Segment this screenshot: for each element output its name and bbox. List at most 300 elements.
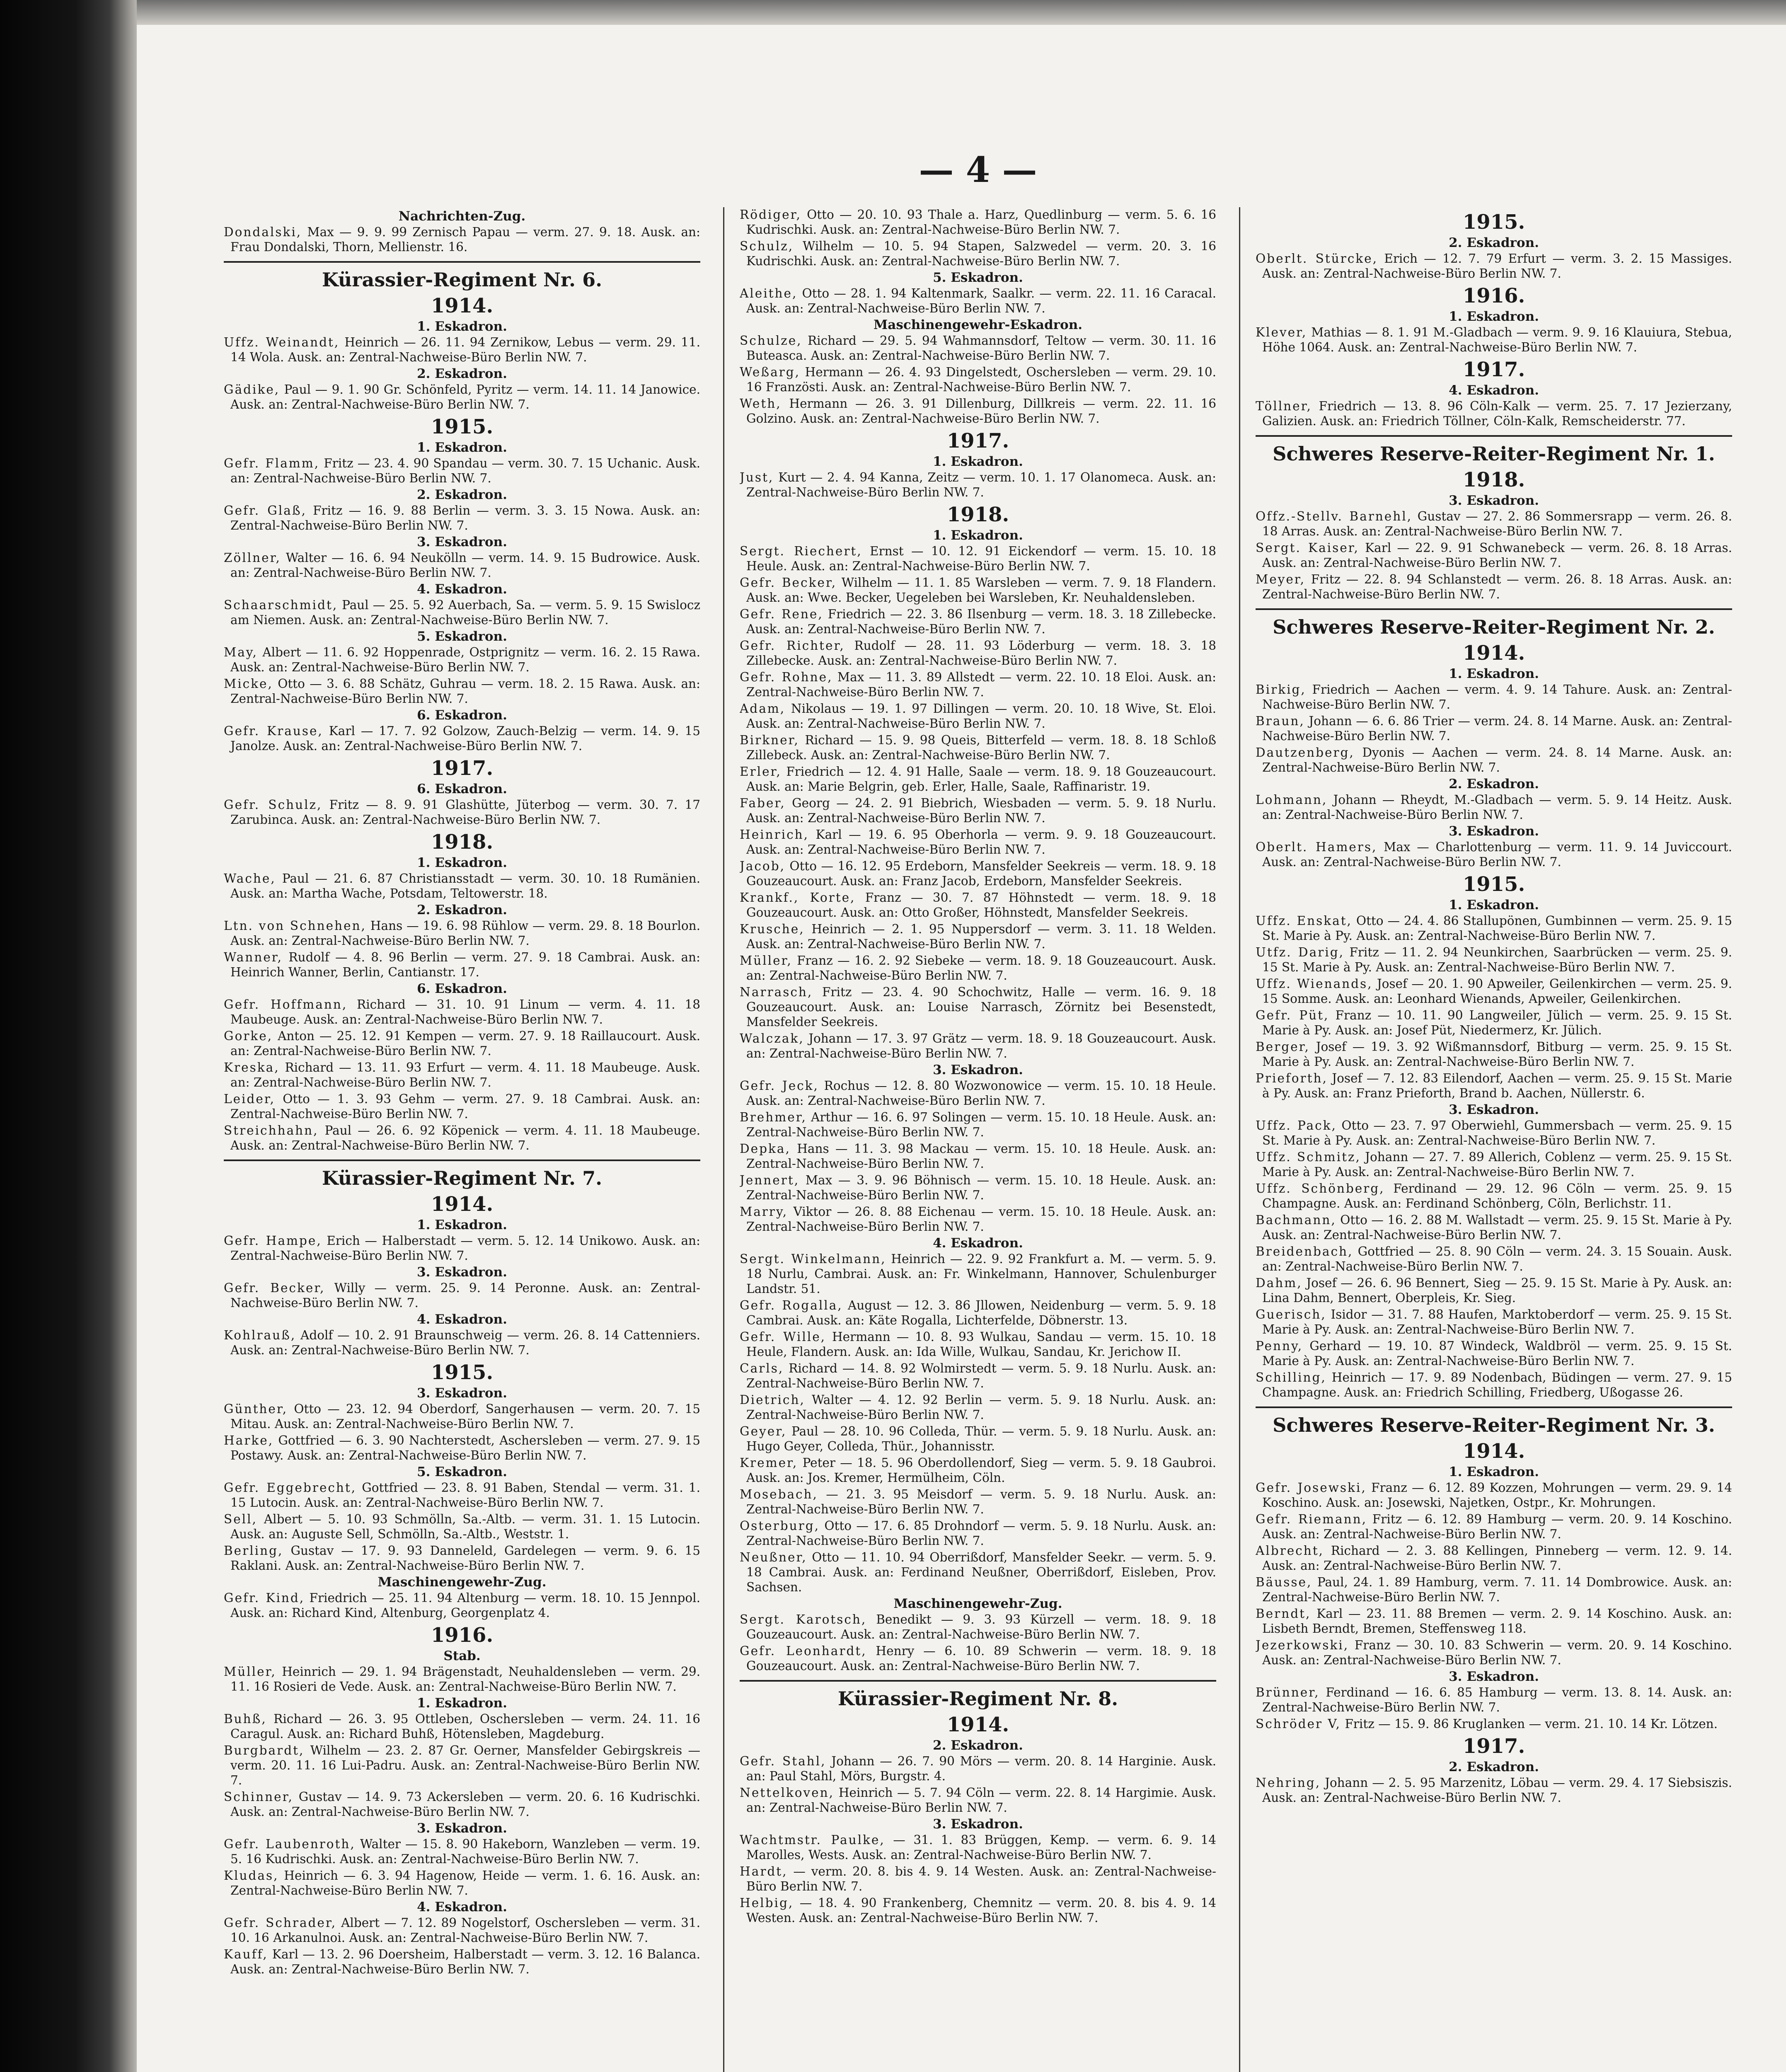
person-name: Gefr. Schrader, bbox=[224, 1916, 337, 1930]
entry-details: Josef — 26. 6. 96 Bennert, Sieg — 25. 9. 15 St. Marie à Py. Ausk. an: Lina Dahm, Bennert, Oberpleis, Kr. Sieg. bbox=[1262, 1276, 1732, 1305]
casualty-entry bbox=[740, 764, 1216, 794]
casualty-entry bbox=[1256, 1008, 1732, 1038]
unit-heading: 3. Eskadron. bbox=[1449, 824, 1539, 839]
unit-heading: 1. Eskadron. bbox=[417, 1218, 507, 1232]
casualty-entry bbox=[1256, 1370, 1732, 1400]
casualty-entry bbox=[740, 575, 1216, 605]
person-name: Schaarschmidt, bbox=[224, 598, 338, 612]
person-name: Günther, bbox=[224, 1402, 288, 1416]
entry-details: Otto — 16. 12. 95 Erdeborn, Mansfelder Seekreis — verm. 18. 9. 18 Gouzeaucourt. Ausk. an: Franz Jacob, Erdeborn, Mansfelder Seekreis. bbox=[746, 859, 1216, 888]
entry-details: Fritz — 23. 4. 90 Schochwitz, Halle — verm. 16. 9. 18 Gouzeaucourt. Ausk. an: Louise Narrasch, Zörnitz bei Besenstedt, Mansfelder Seekreis. bbox=[746, 985, 1216, 1029]
unit-heading: Maschinengewehr-Zug. bbox=[378, 1575, 547, 1590]
year-heading: 1915. bbox=[431, 415, 494, 438]
casualty-entry bbox=[1256, 913, 1732, 943]
person-name: Krusche, bbox=[740, 922, 805, 936]
person-name: Wachtmstr. Paulke, bbox=[740, 1833, 885, 1847]
casualty-entry bbox=[740, 1550, 1216, 1595]
casualty-entry bbox=[740, 1832, 1216, 1862]
unit-heading: 2. Eskadron. bbox=[933, 1738, 1023, 1753]
entry-details: Heinrich — 17. 9. 89 Nodenbach, Büdingen — verm. 27. 9. 15 Champagne. Ausk. an: Friedrich Schilling, Friedberg, Ußogasse 26. bbox=[1262, 1370, 1732, 1399]
casualty-entry bbox=[1256, 1213, 1732, 1242]
entry-details: Otto — 24. 4. 86 Stallupönen, Gumbinnen — verm. 25. 9. 15 St. Marie à Py. Ausk. an: Zentral-Nachweise-Büro Berlin NW. 7. bbox=[1262, 914, 1732, 943]
casualty-entry bbox=[224, 1060, 700, 1090]
casualty-entry bbox=[740, 1754, 1216, 1784]
person-name: Erler, bbox=[740, 765, 782, 779]
entry-details: Otto — 23. 7. 97 Oberwiehl, Gummersbach — verm. 25. 9. 15 St. Marie à Py. Ausk. an: Zentral-Nachweise-Büro Berlin NW. 7. bbox=[1262, 1118, 1732, 1147]
unit-heading: 1. Eskadron. bbox=[1449, 898, 1539, 913]
entry-details: Max — Charlottenburg — verm. 11. 9. 14 Juviccourt. Ausk. an: Zentral-Nachweise-Büro Berlin NW. 7. bbox=[1262, 840, 1732, 869]
entry-details: Hans — 11. 3. 98 Mackau — verm. 15. 10. 18 Heule. Ausk. an: Zentral-Nachweise-Büro Berlin NW. 7. bbox=[746, 1142, 1216, 1171]
casualty-entry bbox=[740, 1518, 1216, 1548]
unit-heading: 2. Eskadron. bbox=[1449, 777, 1539, 792]
casualty-entry bbox=[740, 1455, 1216, 1485]
person-name: Guerisch, bbox=[1256, 1307, 1326, 1322]
casualty-entry bbox=[1256, 1181, 1732, 1211]
entry-details: Anton — 25. 12. 91 Kempen — verm. 27. 9. 18 Raillaucourt. Ausk. an: Zentral-Nachweise-Büro Berlin NW. 7. bbox=[230, 1029, 700, 1058]
entry-details: Johann — 26. 7. 90 Mörs — verm. 20. 8. 14 Harginie. Ausk. an: Paul Stahl, Mörs, Burgstr. 4. bbox=[746, 1754, 1216, 1783]
entry-details: Rudolf — 28. 11. 93 Löderburg — verm. 18. 3. 18 Zillebecke. Ausk. an: Zentral-Nachweise-Büro Berlin NW. 7. bbox=[746, 639, 1216, 668]
unit-heading: 1. Eskadron. bbox=[1449, 309, 1539, 324]
entry-details: Josef — 19. 3. 92 Wißmannsdorf, Bitburg — verm. 25. 9. 15 St. Marie à Py. Ausk. an: Zentral-Nachweise-Büro Berlin NW. 7. bbox=[1262, 1040, 1732, 1069]
column-divider bbox=[723, 207, 724, 2072]
casualty-entry bbox=[224, 1837, 700, 1866]
casualty-entry bbox=[224, 1092, 700, 1121]
person-name: Lohmann, bbox=[1256, 793, 1328, 807]
unit-heading: 6. Eskadron. bbox=[417, 981, 507, 996]
entry-details: Otto — 20. 10. 93 Thale a. Harz, Quedlinburg — verm. 5. 6. 16 Kudrischki. Ausk. an: Zentral-Nachweise-Büro Berlin NW. 7. bbox=[746, 208, 1216, 237]
person-name: Schulz, bbox=[740, 239, 794, 253]
unit-heading: 2. Eskadron. bbox=[1449, 235, 1539, 250]
casualty-entry bbox=[740, 1612, 1216, 1642]
person-name: Gefr. Wille, bbox=[740, 1330, 826, 1344]
unit-heading: 1. Eskadron. bbox=[417, 855, 507, 870]
unit-heading: 4. Eskadron. bbox=[933, 1236, 1023, 1251]
person-name: Gefr. Flamm, bbox=[224, 456, 320, 470]
person-name: Uffz. Wienands, bbox=[1256, 977, 1373, 991]
person-name: Weth, bbox=[740, 397, 782, 411]
entry-details: Walter — 16. 6. 94 Neukölln — verm. 14. 9. 15 Budrowice. Ausk. an: Zentral-Nachweise-Büro Berlin NW. 7. bbox=[230, 551, 700, 580]
person-name: Gefr. Laubenroth, bbox=[224, 1837, 356, 1851]
casualty-entry bbox=[740, 985, 1216, 1029]
casualty-entry bbox=[224, 1029, 700, 1058]
person-name: Sergt. Karotsch, bbox=[740, 1612, 867, 1627]
person-name: Adam, bbox=[740, 702, 786, 716]
person-name: Gefr. Rogalla, bbox=[740, 1298, 843, 1312]
entry-details: Gottfried — 25. 8. 90 Cöln — verm. 24. 3. 15 Souain. Ausk. an: Zentral-Nachweise-Büro Berlin NW. 7. bbox=[1262, 1244, 1732, 1273]
entry-details: Friedrich — 12. 4. 91 Halle, Saale — verm. 18. 9. 18 Gouzeaucourt. Ausk. an: Marie Belgrin, geb. Erler, Halle, Saale, Raffinaristr. 19. bbox=[746, 765, 1216, 794]
person-name: Zöllner, bbox=[224, 551, 281, 565]
year-heading: 1918. bbox=[946, 503, 1009, 526]
year-heading: 1914. bbox=[1462, 641, 1525, 665]
page-number: — 4 — bbox=[919, 149, 1037, 190]
person-name: Schulze, bbox=[740, 334, 802, 348]
person-name: Breidenbach, bbox=[1256, 1244, 1353, 1259]
entry-details: Otto — 3. 6. 88 Schätz, Guhrau — verm. 18. 2. 15 Rawa. Ausk. an: Zentral-Nachweise-Büro Berlin NW. 7. bbox=[230, 677, 700, 706]
person-name: Meyer, bbox=[1256, 572, 1306, 586]
entry-details: Richard — 13. 11. 93 Erfurt — verm. 4. 11. 18 Maubeuge. Ausk. an: Zentral-Nachweise-Büro Berlin NW. 7. bbox=[230, 1060, 700, 1089]
casualty-entry bbox=[224, 1233, 700, 1263]
casualty-entry bbox=[224, 335, 700, 365]
entry-details: Karl — 19. 6. 95 Oberhorla — verm. 9. 9. 18 Gouzeaucourt. Ausk. an: Zentral-Nachweise-Büro Berlin NW. 7. bbox=[746, 828, 1216, 857]
casualty-entry bbox=[740, 953, 1216, 983]
casualty-entry bbox=[740, 1110, 1216, 1140]
casualty-entry bbox=[740, 638, 1216, 668]
entry-details: Henry — 6. 10. 89 Schwerin — verm. 18. 9. 18 Gouzeaucourt. Ausk. an: Zentral-Nachweise-Büro Berlin NW. 7. bbox=[746, 1644, 1216, 1673]
person-name: Bäusse, bbox=[1256, 1575, 1312, 1589]
person-name: Klever, bbox=[1256, 325, 1307, 339]
entry-details: Heinrich — 22. 9. 92 Frankfurt a. M. — verm. 5. 9. 18 Nurlu, Cambrai. Ausk. an: Fr. Winkelmann, Hannover, Schulenburger Landstr. 51. bbox=[746, 1252, 1216, 1296]
person-name: Berger, bbox=[1256, 1040, 1310, 1054]
entry-details: Friedrich — 22. 3. 86 Ilsenburg — verm. 18. 3. 18 Zillebecke. Ausk. an: Zentral-Nachweise-Büro Berlin NW. 7. bbox=[746, 607, 1216, 636]
entry-details: Richard — 26. 3. 95 Ottleben, Oschersleben — verm. 24. 11. 16 Caragul. Ausk. an: Richard Buhß, Hötensleben, Magdeburg. bbox=[230, 1712, 700, 1741]
entry-details: — 18. 4. 90 Frankenberg, Chemnitz — verm. 20. 8. bis 4. 9. 14 Westen. Ausk. an: Zentral-Nachweise-Büro Berlin NW. 7. bbox=[746, 1896, 1216, 1925]
person-name: Gorke, bbox=[224, 1029, 273, 1043]
entry-details: Ferdinand — 29. 12. 96 Cöln — verm. 25. 9. 15 Champagne. Ausk. an: Ferdinand Schönberg, Cöln, Berlichstr. 11. bbox=[1262, 1181, 1732, 1210]
casualty-entry bbox=[740, 1031, 1216, 1061]
casualty-entry bbox=[740, 1361, 1216, 1391]
year-heading: 1917. bbox=[1462, 1735, 1525, 1758]
entry-details: Fritz — 15. 9. 86 Kruglanken — verm. 21. 10. 14 Kr. Lötzen. bbox=[1345, 1717, 1718, 1731]
unit-heading: 5. Eskadron. bbox=[933, 270, 1023, 285]
year-heading: 1914. bbox=[431, 1193, 494, 1216]
person-name: Carls, bbox=[740, 1361, 784, 1375]
casualty-entry bbox=[740, 670, 1216, 700]
casualty-entry bbox=[740, 1895, 1216, 1925]
casualty-entry bbox=[224, 1789, 700, 1819]
person-name: Aleithe, bbox=[740, 286, 798, 300]
unit-heading: 3. Eskadron. bbox=[1449, 493, 1539, 508]
casualty-entry bbox=[1256, 325, 1732, 355]
entry-details: Kurt — 2. 4. 94 Kanna, Zeitz — verm. 10. 1. 17 Olanomeca. Ausk. an: Zentral-Nachweise-Büro Berlin NW. 7. bbox=[746, 470, 1216, 499]
person-name: Gefr. Hampe, bbox=[224, 1234, 322, 1248]
entry-details: Heinrich — 2. 1. 95 Nuppersdorf — verm. 3. 11. 18 Welden. Ausk. an: Zentral-Nachweise-Büro Berlin NW. 7. bbox=[746, 922, 1216, 951]
casualty-entry bbox=[740, 607, 1216, 637]
casualty-entry bbox=[1256, 682, 1732, 712]
entry-details: Friedrich — Aachen — verm. 4. 9. 14 Tahure. Ausk. an: Zentral-Nachweise-Büro Berlin NW. 7. bbox=[1262, 683, 1732, 712]
unit-heading: 2. Eskadron. bbox=[1449, 1760, 1539, 1774]
unit-heading: 1. Eskadron. bbox=[933, 454, 1023, 469]
scan-binding-edge bbox=[0, 0, 137, 2072]
person-name: Hardt, bbox=[740, 1864, 788, 1878]
casualty-entry bbox=[1256, 1575, 1732, 1605]
person-name: Kremer, bbox=[740, 1456, 798, 1470]
casualty-entry bbox=[224, 1433, 700, 1463]
casualty-entry bbox=[1256, 540, 1732, 570]
person-name: Kauff, bbox=[224, 1947, 268, 1961]
entry-details: Richard — 15. 9. 98 Queis, Bitterfeld — verm. 18. 8. 18 Schloß Zillebeck. Ausk. an: Zentral-Nachweise-Büro Berlin NW. 7. bbox=[746, 733, 1216, 762]
entry-details: — 21. 3. 95 Meisdorf — verm. 5. 9. 18 Nurlu. Ausk. an: Zentral-Nachweise-Büro Berlin NW. 7. bbox=[746, 1487, 1216, 1516]
person-name: Gädike, bbox=[224, 382, 280, 397]
casualty-entry bbox=[740, 1392, 1216, 1422]
person-name: Faber, bbox=[740, 796, 786, 810]
entry-details: Johann — 17. 3. 97 Grätz — verm. 18. 9. 18 Gouzeaucourt. Ausk. an: Zentral-Nachweise-Büro Berlin NW. 7. bbox=[746, 1031, 1216, 1060]
person-name: Gefr. Becker, bbox=[224, 1281, 325, 1295]
person-name: Mosebach, bbox=[740, 1487, 818, 1501]
person-name: Sergt. Winkelmann, bbox=[740, 1252, 886, 1266]
unit-heading: 5. Eskadron. bbox=[417, 629, 507, 644]
entry-details: Willy — verm. 25. 9. 14 Peronne. Ausk. an: Zentral-Nachweise-Büro Berlin NW. 7. bbox=[230, 1281, 700, 1310]
person-name: Gefr. Schulz, bbox=[224, 798, 322, 812]
unit-heading: 3. Eskadron. bbox=[417, 1265, 507, 1280]
person-name: Gefr. Rene, bbox=[740, 607, 823, 621]
person-name: Kreska, bbox=[224, 1060, 280, 1075]
regiment-heading: Kürassier-Regiment Nr. 6. bbox=[224, 261, 700, 291]
entry-details: Paul — 28. 10. 96 Colleda, Thür. — verm. 5. 9. 18 Nurlu. Ausk. an: Hugo Geyer, Colleda, Thür., Johannisstr. bbox=[746, 1424, 1216, 1453]
person-name: Gefr. Josewski, bbox=[1256, 1481, 1367, 1495]
entry-details: Franz — 6. 12. 89 Kozzen, Mohrungen — verm. 29. 9. 14 Koschino. Ausk. an: Josewski, Najetken, Ostpr., Kr. Mohrungen. bbox=[1262, 1481, 1732, 1510]
casualty-entry bbox=[740, 733, 1216, 762]
unit-heading: 6. Eskadron. bbox=[417, 708, 507, 723]
entry-details: Paul — 21. 6. 87 Christiansstadt — verm. 30. 10. 18 Rumänien. Ausk. an: Martha Wache, Potsdam, Teltowerstr. 18. bbox=[230, 871, 700, 900]
person-name: Wache, bbox=[224, 871, 276, 886]
entry-details: Richard — 14. 8. 92 Wolmirstedt — verm. 5. 9. 18 Nurlu. Ausk. an: Zentral-Nachweise-Büro Berlin NW. 7. bbox=[746, 1361, 1216, 1390]
person-name: Uffz. Weinandt, bbox=[224, 335, 340, 349]
entry-details: Rochus — 12. 8. 80 Wozwonowice — verm. 15. 10. 18 Heule. Ausk. an: Zentral-Nachweise-Büro Berlin NW. 7. bbox=[746, 1079, 1216, 1108]
regiment-heading: Schweres Reserve-Reiter-Regiment Nr. 3. bbox=[1256, 1406, 1732, 1436]
casualty-entry bbox=[1256, 1071, 1732, 1101]
casualty-entry bbox=[740, 1864, 1216, 1894]
entry-details: Wilhelm — 11. 1. 85 Warsleben — verm. 7. 9. 18 Flandern. Ausk. an: Wwe. Becker, Uegeleben bei Warsleben, Kr. Neuhaldensleben. bbox=[746, 576, 1216, 605]
entry-details: Viktor — 26. 8. 88 Eichenau — verm. 15. 10. 18 Heule. Ausk. an: Zentral-Nachweise-Büro Berlin NW. 7. bbox=[746, 1205, 1216, 1234]
entry-details: Karl — 22. 9. 91 Schwanebeck — verm. 26. 8. 18 Arras. Ausk. an: Zentral-Nachweise-Büro Berlin NW. 7. bbox=[1262, 541, 1732, 570]
scan-top-edge bbox=[137, 0, 1786, 25]
entry-details: Fritz — 22. 8. 94 Schlanstedt — verm. 26. 8. 18 Arras. Ausk. an: Zentral-Nachweise-Büro Berlin NW. 7. bbox=[1262, 572, 1732, 601]
year-heading: 1915. bbox=[1462, 873, 1525, 896]
casualty-entry bbox=[1256, 1606, 1732, 1636]
person-name: Uffz. Enskat, bbox=[1256, 914, 1352, 928]
entry-details: Hermann — 26. 3. 91 Dillenburg, Dillkreis — verm. 22. 11. 16 Golzino. Ausk. an: Zentral-Nachweise-Büro Berlin NW. 7. bbox=[746, 397, 1216, 426]
person-name: Streichhahn, bbox=[224, 1123, 319, 1138]
entry-details: Otto — 1. 3. 93 Gehm — verm. 27. 9. 18 Cambrai. Ausk. an: Zentral-Nachweise-Büro Berlin NW. 7. bbox=[230, 1092, 700, 1121]
entry-details: Paul — 9. 1. 90 Gr. Schönfeld, Pyritz — verm. 14. 11. 14 Janowice. Ausk. an: Zentral-Nachweise-Büro Berlin NW. 7. bbox=[230, 382, 700, 411]
entry-details: Wilhelm — 10. 5. 94 Stapen, Salzwedel — verm. 20. 3. 16 Kudrischki. Ausk. an: Zentral-Nachweise-Büro Berlin NW. 7. bbox=[746, 239, 1216, 268]
person-name: Jezerkowski, bbox=[1256, 1638, 1349, 1652]
entry-details: Gustav — 27. 2. 86 Sommersrapp — verm. 26. 8. 18 Arras. Ausk. an: Zentral-Nachweise-Büro Berlin NW. 7. bbox=[1262, 509, 1732, 538]
entry-details: Nikolaus — 19. 1. 97 Dillingen — verm. 20. 10. 18 Wive, St. Eloi. Ausk. an: Zentral-Nachweise-Büro Berlin NW. 7. bbox=[746, 702, 1216, 731]
entry-details: Otto — 23. 12. 94 Oberdorf, Sangerhausen — verm. 20. 7. 15 Mitau. Ausk. an: Zentral-Nachweise-Büro Berlin NW. 7. bbox=[230, 1402, 700, 1431]
unit-heading: 4. Eskadron. bbox=[1449, 383, 1539, 398]
entry-details: Hans — 19. 6. 98 Rühlow — verm. 29. 8. 18 Bourlon. Ausk. an: Zentral-Nachweise-Büro Berlin NW. 7. bbox=[230, 919, 700, 948]
person-name: Töllner, bbox=[1256, 399, 1312, 413]
person-name: Harke, bbox=[224, 1433, 274, 1447]
unit-heading: 2. Eskadron. bbox=[417, 903, 507, 917]
casualty-entry bbox=[1256, 1638, 1732, 1668]
unit-heading: 4. Eskadron. bbox=[417, 1900, 507, 1915]
person-name: Dahm, bbox=[1256, 1276, 1302, 1290]
casualty-entry bbox=[740, 922, 1216, 951]
unit-heading: 6. Eskadron. bbox=[417, 782, 507, 796]
casualty-entry bbox=[740, 365, 1216, 395]
column-2 bbox=[740, 207, 1216, 2072]
entry-details: Fritz — 8. 9. 91 Glashütte, Jüterbog — verm. 30. 7. 17 Zarubinca. Ausk. an: Zentral-Nachweise-Büro Berlin NW. 7. bbox=[230, 798, 700, 827]
casualty-entry bbox=[740, 544, 1216, 574]
casualty-entry bbox=[740, 1173, 1216, 1203]
entry-details: Hermann — 10. 8. 93 Wulkau, Sandau — verm. 15. 10. 18 Heule, Flandern. Ausk. an: Ida Wille, Wulkau, Sandau, Kr. Jerichow II. bbox=[746, 1330, 1216, 1359]
casualty-entry bbox=[740, 1785, 1216, 1815]
entry-details: Max — 9. 9. 99 Zernisch Papau — verm. 27. 9. 18. Ausk. an: Frau Dondalski, Thorn, Mellienstr. 16. bbox=[230, 225, 700, 254]
unit-heading: Nachrichten-Zug. bbox=[398, 209, 526, 224]
entry-details: Paul — 26. 6. 92 Köpenick — verm. 4. 11. 18 Maubeuge. Ausk. an: Zentral-Nachweise-Büro Berlin NW. 7. bbox=[230, 1123, 700, 1152]
person-name: Dautzenberg, bbox=[1256, 746, 1355, 760]
entry-details: Josef — 7. 12. 83 Eilendorf, Aachen — verm. 25. 9. 15 St. Marie à Py. Ausk. an: Franz Prieforth, Brand b. Aachen, Nüllerstr. 6. bbox=[1262, 1071, 1732, 1100]
person-name: Marry, bbox=[740, 1205, 788, 1219]
entry-details: Max — 11. 3. 89 Allstedt — verm. 22. 10. 18 Eloi. Ausk. an: Zentral-Nachweise-Büro Berlin NW. 7. bbox=[746, 670, 1216, 699]
person-name: Depka, bbox=[740, 1142, 791, 1156]
entry-details: August — 12. 3. 86 Jllowen, Neidenburg — verm. 5. 9. 18 Cambrai. Ausk. an: Käte Rogalla, Lichterfelde, Döbnerstr. 13. bbox=[746, 1298, 1216, 1327]
year-heading: 1915. bbox=[1462, 211, 1525, 234]
casualty-entry bbox=[740, 396, 1216, 426]
casualty-entry bbox=[740, 1644, 1216, 1673]
entry-details: Peter — 18. 5. 96 Oberdollendorf, Sieg — verm. 5. 9. 18 Gaubroi. Ausk. an: Jos. Kremer, Hermülheim, Cöln. bbox=[746, 1456, 1216, 1485]
unit-heading: 3. Eskadron. bbox=[1449, 1669, 1539, 1684]
year-heading: 1916. bbox=[431, 1624, 494, 1647]
entry-details: Mathias — 8. 1. 91 M.-Gladbach — verm. 9. 9. 16 Klauiura, Stebua, Höhe 1064. Ausk. an: Zentral-Nachweise-Büro Berlin NW. 7. bbox=[1262, 325, 1732, 354]
entry-details: Friedrich — 13. 8. 96 Cöln-Kalk — verm. 25. 7. 17 Jezierzany, Galizien. Ausk. an: Friedrich Töllner, Cöln-Kalk, Remscheiderstr. 77. bbox=[1262, 399, 1732, 428]
person-name: Micke, bbox=[224, 677, 273, 691]
casualty-entry bbox=[1256, 745, 1732, 775]
casualty-entry bbox=[740, 890, 1216, 920]
casualty-entry bbox=[224, 724, 700, 753]
entry-details: Fritz — 6. 12. 89 Hamburg — verm. 20. 9. 14 Koschino. Ausk. an: Zentral-Nachweise-Büro Berlin NW. 7. bbox=[1262, 1512, 1732, 1541]
casualty-entry bbox=[224, 645, 700, 675]
entry-details: Johann — 6. 6. 86 Trier — verm. 24. 8. 14 Marne. Ausk. an: Zentral-Nachweise-Büro Berlin NW. 7. bbox=[1262, 714, 1732, 743]
entry-details: Fritz — 11. 2. 94 Neunkirchen, Saarbrücken — verm. 25. 9. 15 St. Marie à Py. Ausk. an: Zentral-Nachweise-Büro Berlin NW. 7. bbox=[1262, 945, 1732, 974]
casualty-entry bbox=[740, 1424, 1216, 1454]
person-name: Berndt, bbox=[1256, 1607, 1311, 1621]
casualty-entry bbox=[740, 1141, 1216, 1171]
unit-heading: 5. Eskadron. bbox=[417, 1464, 507, 1479]
casualty-entry bbox=[224, 598, 700, 627]
casualty-entry bbox=[224, 1590, 700, 1620]
person-name: Offz.-Stellv. Barnehl, bbox=[1256, 509, 1413, 523]
entry-details: Karl — 17. 7. 92 Golzow, Zauch-Belzig — verm. 14. 9. 15 Janolze. Ausk. an: Zentral-Nachweise-Büro Berlin NW. 7. bbox=[230, 724, 700, 753]
casualty-entry bbox=[224, 1743, 700, 1788]
person-name: Kohlrauß, bbox=[224, 1328, 296, 1342]
year-heading: 1918. bbox=[1462, 468, 1525, 491]
unit-heading: 4. Eskadron. bbox=[417, 582, 507, 597]
casualty-entry bbox=[1256, 1276, 1732, 1305]
entry-details: — verm. 20. 8. bis 4. 9. 14 Westen. Ausk. an: Zentral-Nachweise-Büro Berlin NW. 7. bbox=[746, 1864, 1216, 1893]
casualty-entry bbox=[224, 676, 700, 706]
unit-heading: Stab. bbox=[443, 1648, 481, 1663]
person-name: Oberlt. Hamers, bbox=[1256, 840, 1377, 854]
entry-details: Fritz — 16. 9. 88 Berlin — verm. 3. 3. 15 Nowa. Ausk. an: Zentral-Nachweise-Büro Berlin NW. 7. bbox=[230, 503, 700, 533]
entry-details: Walter — 15. 8. 90 Hakeborn, Wanzleben — verm. 19. 5. 16 Kudrischki. Ausk. an: Zentral-Nachweise-Büro Berlin NW. 7. bbox=[230, 1837, 700, 1866]
unit-heading: 3. Eskadron. bbox=[417, 535, 507, 549]
casualty-entry bbox=[224, 382, 700, 412]
casualty-entry bbox=[740, 207, 1216, 237]
entry-details: Josef — 20. 1. 90 Apweiler, Geilenkirchen — verm. 25. 9. 15 Somme. Ausk. an: Leonhard Wienands, Apweiler, Geilenkirchen. bbox=[1262, 977, 1732, 1006]
casualty-entry bbox=[224, 550, 700, 580]
unit-heading: 1. Eskadron. bbox=[417, 319, 507, 334]
entry-details: Gottfried — 6. 3. 90 Nachterstedt, Aschersleben — verm. 27. 9. 15 Postawy. Ausk. an: Zentral-Nachweise-Büro Berlin NW. 7. bbox=[230, 1433, 700, 1462]
entry-details: Heinrich — 26. 11. 94 Zernikow, Lebus — verm. 29. 11. 14 Wola. Ausk. an: Zentral-Nachweise-Büro Berlin NW. 7. bbox=[230, 335, 700, 364]
casualty-entry bbox=[224, 997, 700, 1027]
regiment-heading: Schweres Reserve-Reiter-Regiment Nr. 2. bbox=[1256, 608, 1732, 638]
year-heading: 1918. bbox=[431, 830, 494, 854]
unit-heading: 2. Eskadron. bbox=[417, 487, 507, 502]
person-name: Gefr. Püt, bbox=[1256, 1008, 1329, 1022]
casualty-entry bbox=[740, 827, 1216, 857]
person-name: Walczak, bbox=[740, 1031, 804, 1046]
casualty-entry bbox=[1256, 1685, 1732, 1715]
entry-details: Albert — 11. 6. 92 Hoppenrade, Ostprignitz — verm. 16. 2. 15 Rawa. Ausk. an: Zentral-Nachweise-Büro Berlin NW. 7. bbox=[230, 645, 700, 674]
casualty-entry bbox=[224, 918, 700, 948]
casualty-entry bbox=[224, 1664, 700, 1694]
entry-details: Heinrich — 6. 3. 94 Hagenow, Heide — verm. 1. 6. 16. Ausk. an: Zentral-Nachweise-Büro Berlin NW. 7. bbox=[230, 1869, 700, 1898]
entry-details: Dyonis — Aachen — verm. 24. 8. 14 Marne. Ausk. an: Zentral-Nachweise-Büro Berlin NW. 7. bbox=[1262, 746, 1732, 775]
person-name: Narrasch, bbox=[740, 985, 813, 999]
person-name: Gefr. Becker, bbox=[740, 576, 837, 590]
person-name: Bachmann, bbox=[1256, 1213, 1336, 1227]
person-name: Nettelkoven, bbox=[740, 1786, 835, 1800]
person-name: Nehring, bbox=[1256, 1776, 1321, 1790]
unit-heading: Maschinengewehr-Eskadron. bbox=[873, 317, 1083, 332]
year-heading: 1914. bbox=[1462, 1440, 1525, 1463]
casualty-entry bbox=[1256, 1244, 1732, 1274]
entry-details: Isidor — 31. 7. 88 Haufen, Marktoberdorf — verm. 25. 9. 15 St. Marie à Py. Ausk. an: Zentral-Nachweise-Büro Berlin NW. 7. bbox=[1262, 1307, 1732, 1336]
casualty-entry bbox=[740, 796, 1216, 825]
regiment-heading: Schweres Reserve-Reiter-Regiment Nr. 1. bbox=[1256, 435, 1732, 465]
casualty-entry bbox=[1256, 251, 1732, 281]
person-name: Uffz. Schönberg, bbox=[1256, 1181, 1385, 1196]
person-name: Burgbardt, bbox=[224, 1743, 305, 1757]
entry-details: Otto — 28. 1. 94 Kaltenmark, Saalkr. — verm. 22. 11. 16 Caracal. Ausk. an: Zentral-Nachweise-Büro Berlin NW. 7. bbox=[746, 286, 1216, 315]
entry-details: Paul, 24. 1. 89 Hamburg, verm. 7. 11. 14 Dombrowice. Ausk. an: Zentral-Nachweise-Büro Berlin NW. 7. bbox=[1262, 1575, 1732, 1604]
person-name: Jennert, bbox=[740, 1173, 800, 1187]
entry-details: Erich — Halberstadt — verm. 5. 12. 14 Unikowo. Ausk. an: Zentral-Nachweise-Büro Berlin NW. 7. bbox=[230, 1234, 700, 1263]
person-name: Gefr. Leonhardt, bbox=[740, 1644, 867, 1658]
unit-heading: 3. Eskadron. bbox=[1449, 1102, 1539, 1117]
person-name: Gefr. Jeck, bbox=[740, 1079, 819, 1093]
entry-details: Franz — 16. 2. 92 Siebeke — verm. 18. 9. 18 Gouzeaucourt. Ausk. an: Zentral-Nachweise-Büro Berlin NW. 7. bbox=[746, 954, 1216, 983]
person-name: Berling, bbox=[224, 1544, 283, 1558]
entry-details: — 31. 1. 83 Brüggen, Kemp. — verm. 6. 9. 14 Marolles, Wests. Ausk. an: Zentral-Nachweise-Büro Berlin NW. 7. bbox=[746, 1833, 1216, 1862]
casualty-entry bbox=[224, 1711, 700, 1741]
entry-details: Max — 3. 9. 96 Böhnisch — verm. 15. 10. 18 Heule. Ausk. an: Zentral-Nachweise-Büro Berlin NW. 7. bbox=[746, 1173, 1216, 1202]
person-name: Just, bbox=[740, 470, 774, 484]
casualty-entry bbox=[740, 1298, 1216, 1328]
casualty-entry bbox=[1256, 1480, 1732, 1510]
document-page bbox=[224, 124, 1732, 2072]
casualty-entry bbox=[224, 503, 700, 533]
entry-details: Richard — 31. 10. 91 Linum — verm. 4. 11. 18 Maubeuge. Ausk. an: Zentral-Nachweise-Büro Berlin NW. 7. bbox=[230, 997, 700, 1026]
casualty-entry bbox=[1256, 792, 1732, 822]
person-name: Uffz. Schmitz, bbox=[1256, 1150, 1361, 1164]
regiment-heading: Kürassier-Regiment Nr. 8. bbox=[740, 1680, 1216, 1710]
unit-heading: 3. Eskadron. bbox=[417, 1386, 507, 1401]
person-name: Helbig, bbox=[740, 1896, 794, 1910]
entry-details: Franz — 30. 7. 87 Höhnstedt — verm. 18. 9. 18 Gouzeaucourt. Ausk. an: Otto Großer, Höhnstedt, Mansfelder Seekreis. bbox=[746, 891, 1216, 920]
unit-heading: Maschinengewehr-Zug. bbox=[893, 1596, 1062, 1611]
person-name: Albrecht, bbox=[1256, 1544, 1324, 1558]
person-name: Utfz. Darig, bbox=[1256, 945, 1344, 959]
entry-details: Gustav — 17. 9. 93 Danneleld, Gardelegen — verm. 9. 6. 15 Raklani. Ausk. an: Zentral-Nachweise-Büro Berlin NW. 7. bbox=[230, 1544, 700, 1573]
person-name: Müller, bbox=[224, 1665, 276, 1679]
person-name: Uffz. Pack, bbox=[1256, 1118, 1337, 1133]
person-name: Rödiger, bbox=[740, 208, 801, 222]
person-name: Dondalski, bbox=[224, 225, 302, 239]
year-heading: 1914. bbox=[946, 1713, 1009, 1736]
casualty-entry bbox=[1256, 976, 1732, 1006]
person-name: Gefr. Stahl, bbox=[740, 1754, 826, 1768]
casualty-entry bbox=[224, 1480, 700, 1510]
entry-details: Benedikt — 9. 3. 93 Kürzell — verm. 18. 9. 18 Gouzeaucourt. Ausk. an: Zentral-Nachweise-Büro Berlin NW. 7. bbox=[746, 1612, 1216, 1641]
entry-details: Gerhard — 19. 10. 87 Windeck, Waldbröl — verm. 25. 9. 15 St. Marie à Py. Ausk. an: Zentral-Nachweise-Büro Berlin NW. 7. bbox=[1262, 1339, 1732, 1368]
person-name: Sell, bbox=[224, 1512, 257, 1526]
person-name: Oberlt. Stürcke, bbox=[1256, 252, 1378, 266]
casualty-entry bbox=[740, 1251, 1216, 1296]
